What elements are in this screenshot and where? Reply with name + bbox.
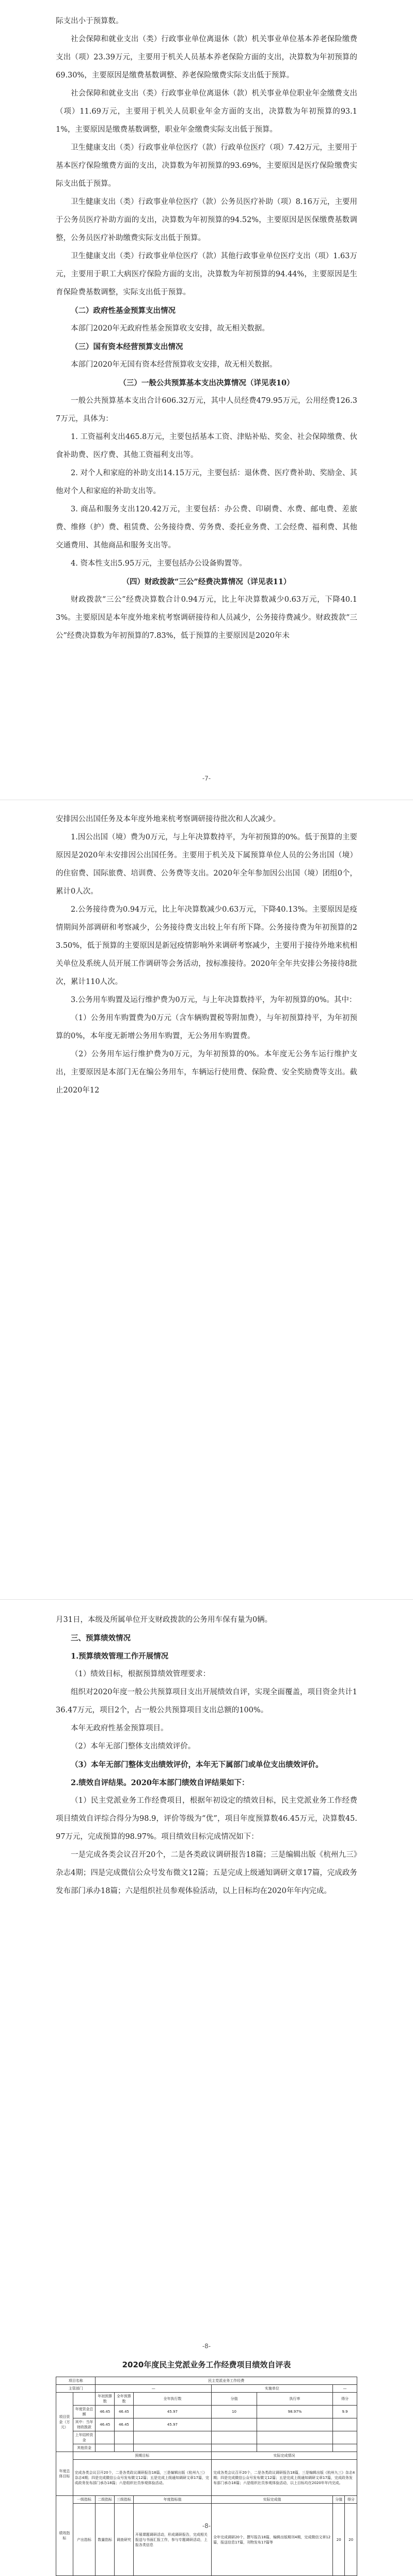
table-cell	[257, 2431, 333, 2444]
section-heading-self-eval: 2.绩效自评结果。2020年本部门绩效自评结果如下：	[71, 1778, 249, 1787]
table-cell	[333, 2444, 357, 2452]
table-cell: 46.45	[115, 2418, 134, 2431]
table-cell: 民主党派业务工作经费	[96, 2377, 357, 2385]
table-row	[56, 2393, 357, 2406]
table-cell: 全年完成调研20个，撰写报告18篇，编辑出版期刊4期，完成微信文章12篇，报送信息17篇，刊物发布17篇等	[212, 2504, 333, 2576]
table-cell: 执行率	[257, 2393, 333, 2406]
paragraph: 3.公务用车购置及运行维护费为0万元，与上年决算数持平，为年初预算的0%。其中：	[71, 996, 357, 1004]
paragraph: 社会保障和就业支出（类）行政事业单位离退休（款）机关事业单位职业年金缴费支出（项）11.69万元，主要用于机关人员职业年金方面的支出，决算数为年初预算的93.11%，主要原因是缴费基数调整，职业年金缴费实际支出低于预算。	[56, 89, 357, 134]
table-cell: 数量指标	[96, 2504, 115, 2576]
paragraph: 1. 工资福利支出465.8万元，主要包括基本工资、津贴补贴、奖金、社会保障缴费、伙食补助费、医疗费、其他工资福利支出等。	[56, 433, 357, 459]
table-cell: 46.45	[96, 2406, 115, 2418]
section-heading-three-public: （四）财政拨款“三公”经费决算情况（详见表11）	[122, 577, 291, 586]
paragraph: 际支出小于预算数。	[56, 17, 123, 25]
table-cell: 全年执行数	[133, 2393, 211, 2406]
page-number: -7-	[202, 775, 211, 782]
table-cell	[212, 2418, 257, 2431]
table-cell	[212, 2431, 257, 2444]
table-cell	[73, 2393, 96, 2406]
paragraph: 本年无政府性基金预算项目。	[71, 1724, 168, 1732]
page-3-body	[56, 1611, 357, 1900]
table-cell: 20	[345, 2504, 357, 2576]
table-cell: 得分	[333, 2393, 357, 2406]
paragraph: 一般公共预算基本支出合计606.32万元，其中人员经费479.95万元，公用经费126.37万元，具体为：	[56, 397, 357, 423]
paragraph: （1）民主党派业务工作经费项目，根据年初设定的绩效目标，民主党派业务工作经费项目绩效自评综合得分为98.9，评价等级为“优”，项目年度预算数46.45万元，决算数45.97万元，完成预算的98.97%。项目绩效目标完成情况如下：	[56, 1797, 357, 1841]
section-heading-performance-mgmt: 1.预算绩效管理工作开展情况	[71, 1652, 169, 1661]
page-number: -8-	[202, 2522, 211, 2530]
table-cell: 10	[212, 2406, 257, 2418]
table-cell: —	[333, 2385, 357, 2393]
table-cell: 分值	[212, 2393, 257, 2406]
page-1	[0, 0, 413, 800]
paragraph: （1）绩效目标，根据预算绩效管理要求：	[71, 1670, 211, 1678]
table-cell: 完成各类会议召开20个，二是各类政议调研报告18篇，三是编辑出版《杭州九三》杂志4期；四是完成微信公众号发布微文12篇；五是完成上级通知调研文章17篇，完成政务发布部门承办18篇；六是组织社员参观体验活动，以上目标均在2020年年内完成。	[212, 2460, 357, 2496]
paragraph: （1）公务用车购置费为0万元（含车辆购置税等附加费），与年初预算持平，为年初预算的0%，本年度无新增公务用车购置，无公务用车购置费。	[56, 1014, 357, 1040]
table-row	[56, 2406, 357, 2418]
table-row	[56, 2496, 357, 2504]
table-cell: 98.97%	[257, 2406, 333, 2418]
section-heading-basic-expenditure: （三）一般公共预算基本支出决算情况（详见表10）	[119, 379, 294, 387]
table-cell: 二级指标	[96, 2496, 115, 2504]
paragraph: 卫生健康支出（类）行政事业单位医疗（款）其他行政事业单位医疗支出（项）1.63万元，主要用于职工大病医疗保险方面的支出，决算数为年初预算的94.44%，主要原因是生育保险费基数调整，实际支出低于预算。	[56, 252, 357, 296]
paragraph: 本部门2020年无政府性基金预算收支安排，故无相关数据。	[71, 324, 269, 333]
table-cell: 产出指标	[73, 2504, 96, 2576]
page-number: -8-	[202, 2343, 211, 2350]
table-row	[56, 2385, 357, 2393]
table-cell: 得分	[345, 2496, 357, 2504]
table-cell: 实际完成值	[212, 2496, 333, 2504]
table-row	[56, 2444, 357, 2452]
paragraph: 2.公务接待费为0.94万元，比上年决算数减少0.63万元，下降40.13%。主要原因是疫情期间外部调研和考察减少，公务接待费支出较上年有所下降。公务接待费为年初预算的23.50%，低于预算的主要原因是新冠疫情影响外来调研考察减少，主要用于接待外地来杭相关单位及系统人员开展工作调研等会务活动，按标准接待。2020年全年共安排公务接待8批次，累计110人次。	[56, 905, 357, 986]
paragraph: （2）公务用车运行维护费为0万元，为年初预算的0%。本年度无公务车运行维护支出，主要原因是本部门无在编公务用车，车辆运行使用费、保险费、安全奖励费等支出。截止2020年12	[56, 1050, 357, 1095]
performance-eval-table	[56, 2377, 357, 2576]
table-cell: 年度总体目标	[56, 2452, 73, 2496]
page-1-body	[56, 12, 357, 645]
table-cell: 实际完成情况	[212, 2452, 357, 2460]
paragraph: 卫生健康支出（类）行政事业单位医疗（款）行政单位医疗（项）7.42万元，主要用于基本医疗保险缴费方面的支出，决算数为年初预算的93.69%，主要原因是医疗保险缴费实际支出低于预算。	[56, 144, 357, 188]
paragraph: 财政拨款“三公”经费决算数合计0.94万元，比上年决算数减少0.63万元，下降40.13%。主要原因是本年度外地来杭考察调研接待和人员减少，公务接待费减少。财政拨款“三公”经费决算数为年初预算的7.83%，低于预算的主要原因是2020年未	[56, 596, 357, 640]
table-cell: 年初预算数	[96, 2393, 115, 2406]
table-cell: 上年结转资金	[73, 2431, 96, 2444]
paragraph: 社会保障和就业支出（类）行政事业单位离退休（款）机关事业单位基本养老保险缴费支出（项）23.39万元，主要用于机关人员基本养老保险方面的支出，决算数为年初预算的69.30%，主要原因是缴费基数调整、养老保险缴费实际支出低于预算。	[56, 35, 357, 80]
table-cell: 项目名称	[56, 2377, 96, 2385]
page-3	[0, 1599, 413, 2547]
table-cell: 完成各类会议召开20个，二是各类政议调研报告18篇，三是编辑出版《杭州九三》杂志4期；四是完成微信公众号发布微文12篇；五是完成上级通知调研文章17篇，完成政务发布部门承办18篇；六是组织社员参观体验活动。	[73, 2460, 211, 2496]
table-cell: 45.97	[133, 2406, 211, 2418]
paragraph: 卫生健康支出（类）行政事业单位医疗（款）公务员医疗补助（项）8.16万元，主要用于公务员医疗补助方面的支出，决算数为年初预算的94.52%，主要原因是医保缴费基数调整，公务员医疗补助缴费实际支出低于预算。	[56, 198, 357, 242]
table-cell: 9.9	[333, 2406, 357, 2418]
page-2-body	[56, 810, 357, 1100]
table-cell: 项目资金（万元）	[56, 2393, 73, 2452]
table-row	[56, 2452, 357, 2460]
table-cell	[115, 2431, 134, 2444]
page-2	[0, 800, 413, 1599]
paragraph: 1.因公出国（境）费为0万元，与上年决算数持平，为年初预算的0%。低于预算的主要原因是2020年未安排因公出国任务。主要用于机关及下属预算单位人员的公务出国（境）的住宿费、国际旅费、培训费、公务费等支出。2020年全年参加因公出国（境）团组0个，累计0人次。	[56, 833, 357, 896]
paragraph: 本部门2020年无国有资本经营预算收支安排，故无相关数据。	[71, 361, 277, 369]
table-cell: 绩效指标	[56, 2496, 73, 2576]
table-cell: —	[96, 2385, 212, 2393]
paragraph: 4. 资本性支出5.95万元，主要包括办公设备购置等。	[71, 559, 247, 568]
table-cell: 实施单位	[212, 2385, 333, 2393]
table-cell: 三级指标	[115, 2496, 134, 2504]
table-cell	[115, 2444, 134, 2452]
table-cell: 预期目标	[73, 2452, 211, 2460]
table-cell	[133, 2444, 211, 2452]
table-row	[56, 2431, 357, 2444]
paragraph: 安排因公出国任务及本年度外地来杭考察调研接待批次和人次减少。	[56, 815, 280, 823]
paragraph: （2）本年无部门整体支出绩效评价。	[71, 1742, 196, 1751]
table-row	[56, 2418, 357, 2431]
section-heading-state-capital: （三）国有资本经营预算支出情况	[71, 342, 183, 351]
table-cell	[212, 2444, 257, 2452]
paragraph: 月31日，本级及所属单位开支财政拨款的公务用车保有量为0辆。	[56, 1616, 273, 1624]
table-cell: 20	[333, 2504, 345, 2576]
table-cell: 主管部门	[56, 2385, 96, 2393]
table-cell: 年度资金总额	[73, 2406, 96, 2418]
table-row	[56, 2377, 357, 2385]
table-row	[56, 2504, 357, 2576]
table-cell: 45.97	[133, 2418, 211, 2431]
table-cell	[257, 2444, 333, 2452]
paragraph: 2. 对个人和家庭的补助支出14.15万元，主要包括：退休费、医疗费补助、奖励金、其他对个人和家庭的补助支出等。	[56, 469, 357, 495]
table-title: 2020年度民主党派业务工作经费项目绩效自评表	[122, 2360, 291, 2369]
table-cell: 其他资金	[73, 2444, 96, 2452]
section-heading-gov-fund: （二）政府性基金预算支出情况	[71, 306, 176, 315]
paragraph: 一是完成各类会议召开20个，二是各类政议调研报告18篇；三是编辑出版《杭州九三》杂志4期；四是完成微信公众号发布微文12篇；五是完成上级通知调研文章17篇，完成政务发布部门承办18篇；六是组织社员参观体验活动，以上目标均在2020年年内完成。	[56, 1851, 357, 1895]
table-cell: 46.45	[96, 2418, 115, 2431]
table-cell: 开展课题调研活动，形成调研报告，完成相关报送与书面汇报工作，参与专题调研活动，上报各类信息	[133, 2504, 211, 2576]
table-cell: 46.45	[115, 2406, 134, 2418]
paragraph: 3. 商品和服务支出120.42万元，主要包括：办公费、印刷费、水费、邮电费、差旅费、维修（护）费、租赁费、公务接待费、劳务费、委托业务费、工会经费、福利费、其他交通费用、其他商品和服务支出等。	[56, 505, 357, 550]
table-cell	[333, 2431, 357, 2444]
table-cell: 全年预算数	[115, 2393, 134, 2406]
table-cell	[96, 2431, 115, 2444]
paragraph: 组织对2020年度一般公共预算项目支出开展绩效自评，实现全面覆盖，项目资金共计136.47万元，项目2个，占一般公共预算项目支出总额的100%。	[56, 1688, 357, 1714]
table-cell: 分值	[333, 2496, 345, 2504]
table-cell: 一级指标	[73, 2496, 96, 2504]
table-cell: 其中：当年财政拨款	[73, 2418, 96, 2431]
table-cell: 年度指标值	[133, 2496, 211, 2504]
table-cell: 调查研究	[115, 2504, 134, 2576]
table-cell	[96, 2444, 115, 2452]
table-cell	[333, 2418, 357, 2431]
section-heading-performance: 三、预算绩效情况	[71, 1634, 131, 1643]
table-cell	[257, 2418, 333, 2431]
section-heading-eval-scope: （3）本年无部门整体支出绩效评价，本年无下属部门或单位支出绩效评价。	[71, 1760, 323, 1769]
table-row	[56, 2460, 357, 2496]
table-cell	[133, 2431, 211, 2444]
